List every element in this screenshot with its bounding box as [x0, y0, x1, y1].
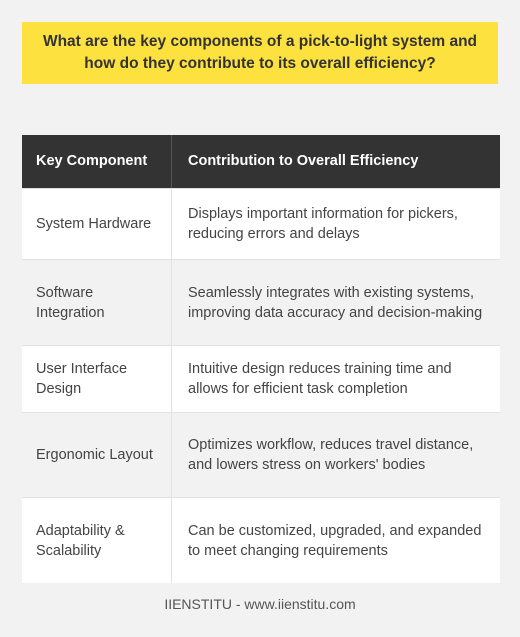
cell-component: System Hardware — [22, 189, 172, 259]
cell-component: Adaptability & Scalability — [22, 498, 172, 583]
cell-contribution: Intuitive design reduces training time and allows for efficient task completion — [188, 361, 452, 397]
cell-contribution: Optimizes workflow, reduces travel distance, and lowers stress on workers' bodies — [188, 437, 474, 473]
table-row — [22, 412, 500, 497]
question-text: What are the key components of a pick-to-light system and how do they contribute to its overall efficiency? — [42, 33, 478, 72]
table-row — [22, 188, 500, 259]
table-row — [22, 345, 500, 412]
header-contribution: Contribution to Overall Efficiency — [188, 153, 419, 169]
components-table — [22, 135, 500, 583]
cell-component: Ergonomic Layout — [22, 413, 172, 497]
cell-component: Software Integration — [22, 260, 172, 345]
cell-contribution: Can be customized, upgraded, and expanded to meet changing requirements — [188, 522, 482, 559]
question-banner — [22, 22, 498, 84]
table-row — [22, 497, 500, 583]
cell-contribution: Seamlessly integrates with existing systems, improving data accuracy and decision-making — [188, 284, 483, 321]
header-key-component: Key Component — [22, 135, 172, 188]
table-row — [22, 259, 500, 345]
footer-credit: IIENSTITU - www.iienstitu.com — [164, 596, 356, 612]
cell-component: User Interface Design — [22, 346, 172, 412]
cell-contribution: Displays important information for pickers, reducing errors and delays — [188, 206, 458, 242]
table-header-row — [22, 135, 500, 188]
